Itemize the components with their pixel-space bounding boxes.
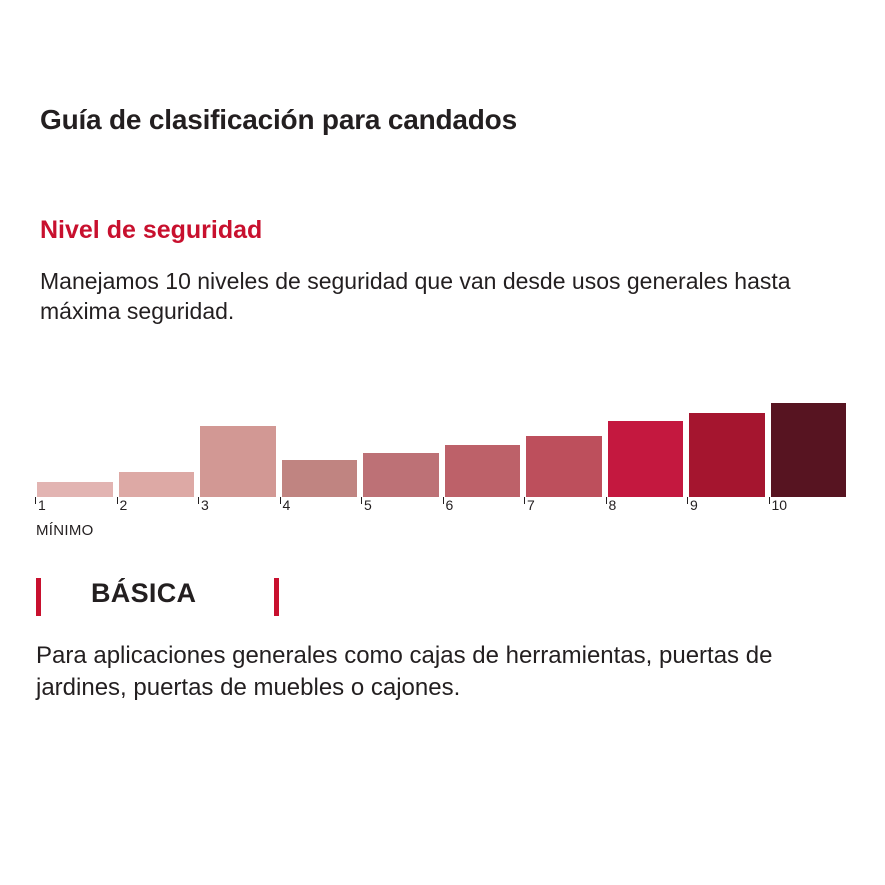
chart-tick-mark [606,497,607,504]
chart-bar [608,421,684,497]
chart-bar [526,436,602,497]
chart-tick-label: 8 [608,497,617,513]
chart-tick-mark [687,497,688,504]
chart-bar [200,426,276,497]
chart-bar [771,403,847,498]
axis-min-label: MÍNIMO [36,522,94,539]
chart-tick-mark [769,497,770,504]
level-name: BÁSICA [91,578,197,608]
level-marker-left-icon [36,578,41,616]
level-badge [36,578,336,622]
chart-tick-label: 1 [38,497,46,513]
chart-tick-labels [34,497,849,527]
chart-bar [119,472,195,497]
chart-tick-label: 2 [119,497,128,513]
level-description: Para aplicaciones generales como cajas de herramientas, puertas de jardines, puertas de muebles o cajones. [36,642,773,702]
chart-tick-mark [524,497,525,504]
chart-tick-label: 9 [690,497,698,513]
section-description: Manejamos 10 niveles de seguridad que van desde usos generales hasta máxima seguridad. [40,268,791,325]
chart-bars [34,392,849,497]
chart-tick-mark [361,497,362,504]
chart-bar [689,413,765,497]
chart-tick-label: 7 [527,497,535,513]
chart-tick-mark [280,497,281,504]
chart-tick-mark [35,497,36,504]
page-title: Guía de clasificación para candados [40,104,517,135]
level-marker-right-icon [274,578,279,616]
chart-tick-label: 4 [282,497,291,513]
chart-tick-label: 3 [201,497,209,513]
chart-tick-mark [117,497,118,504]
section-heading: Nivel de seguridad [40,216,263,244]
chart-tick-mark [443,497,444,504]
chart-bar [282,460,358,497]
chart-tick-label: 5 [364,497,372,513]
chart-tick-label: 10 [771,497,788,513]
chart-tick-mark [198,497,199,504]
chart-tick-label: 6 [445,497,454,513]
chart-bar [37,482,113,497]
security-level-chart [34,392,849,552]
chart-bar [445,445,521,498]
chart-bar [363,453,439,497]
